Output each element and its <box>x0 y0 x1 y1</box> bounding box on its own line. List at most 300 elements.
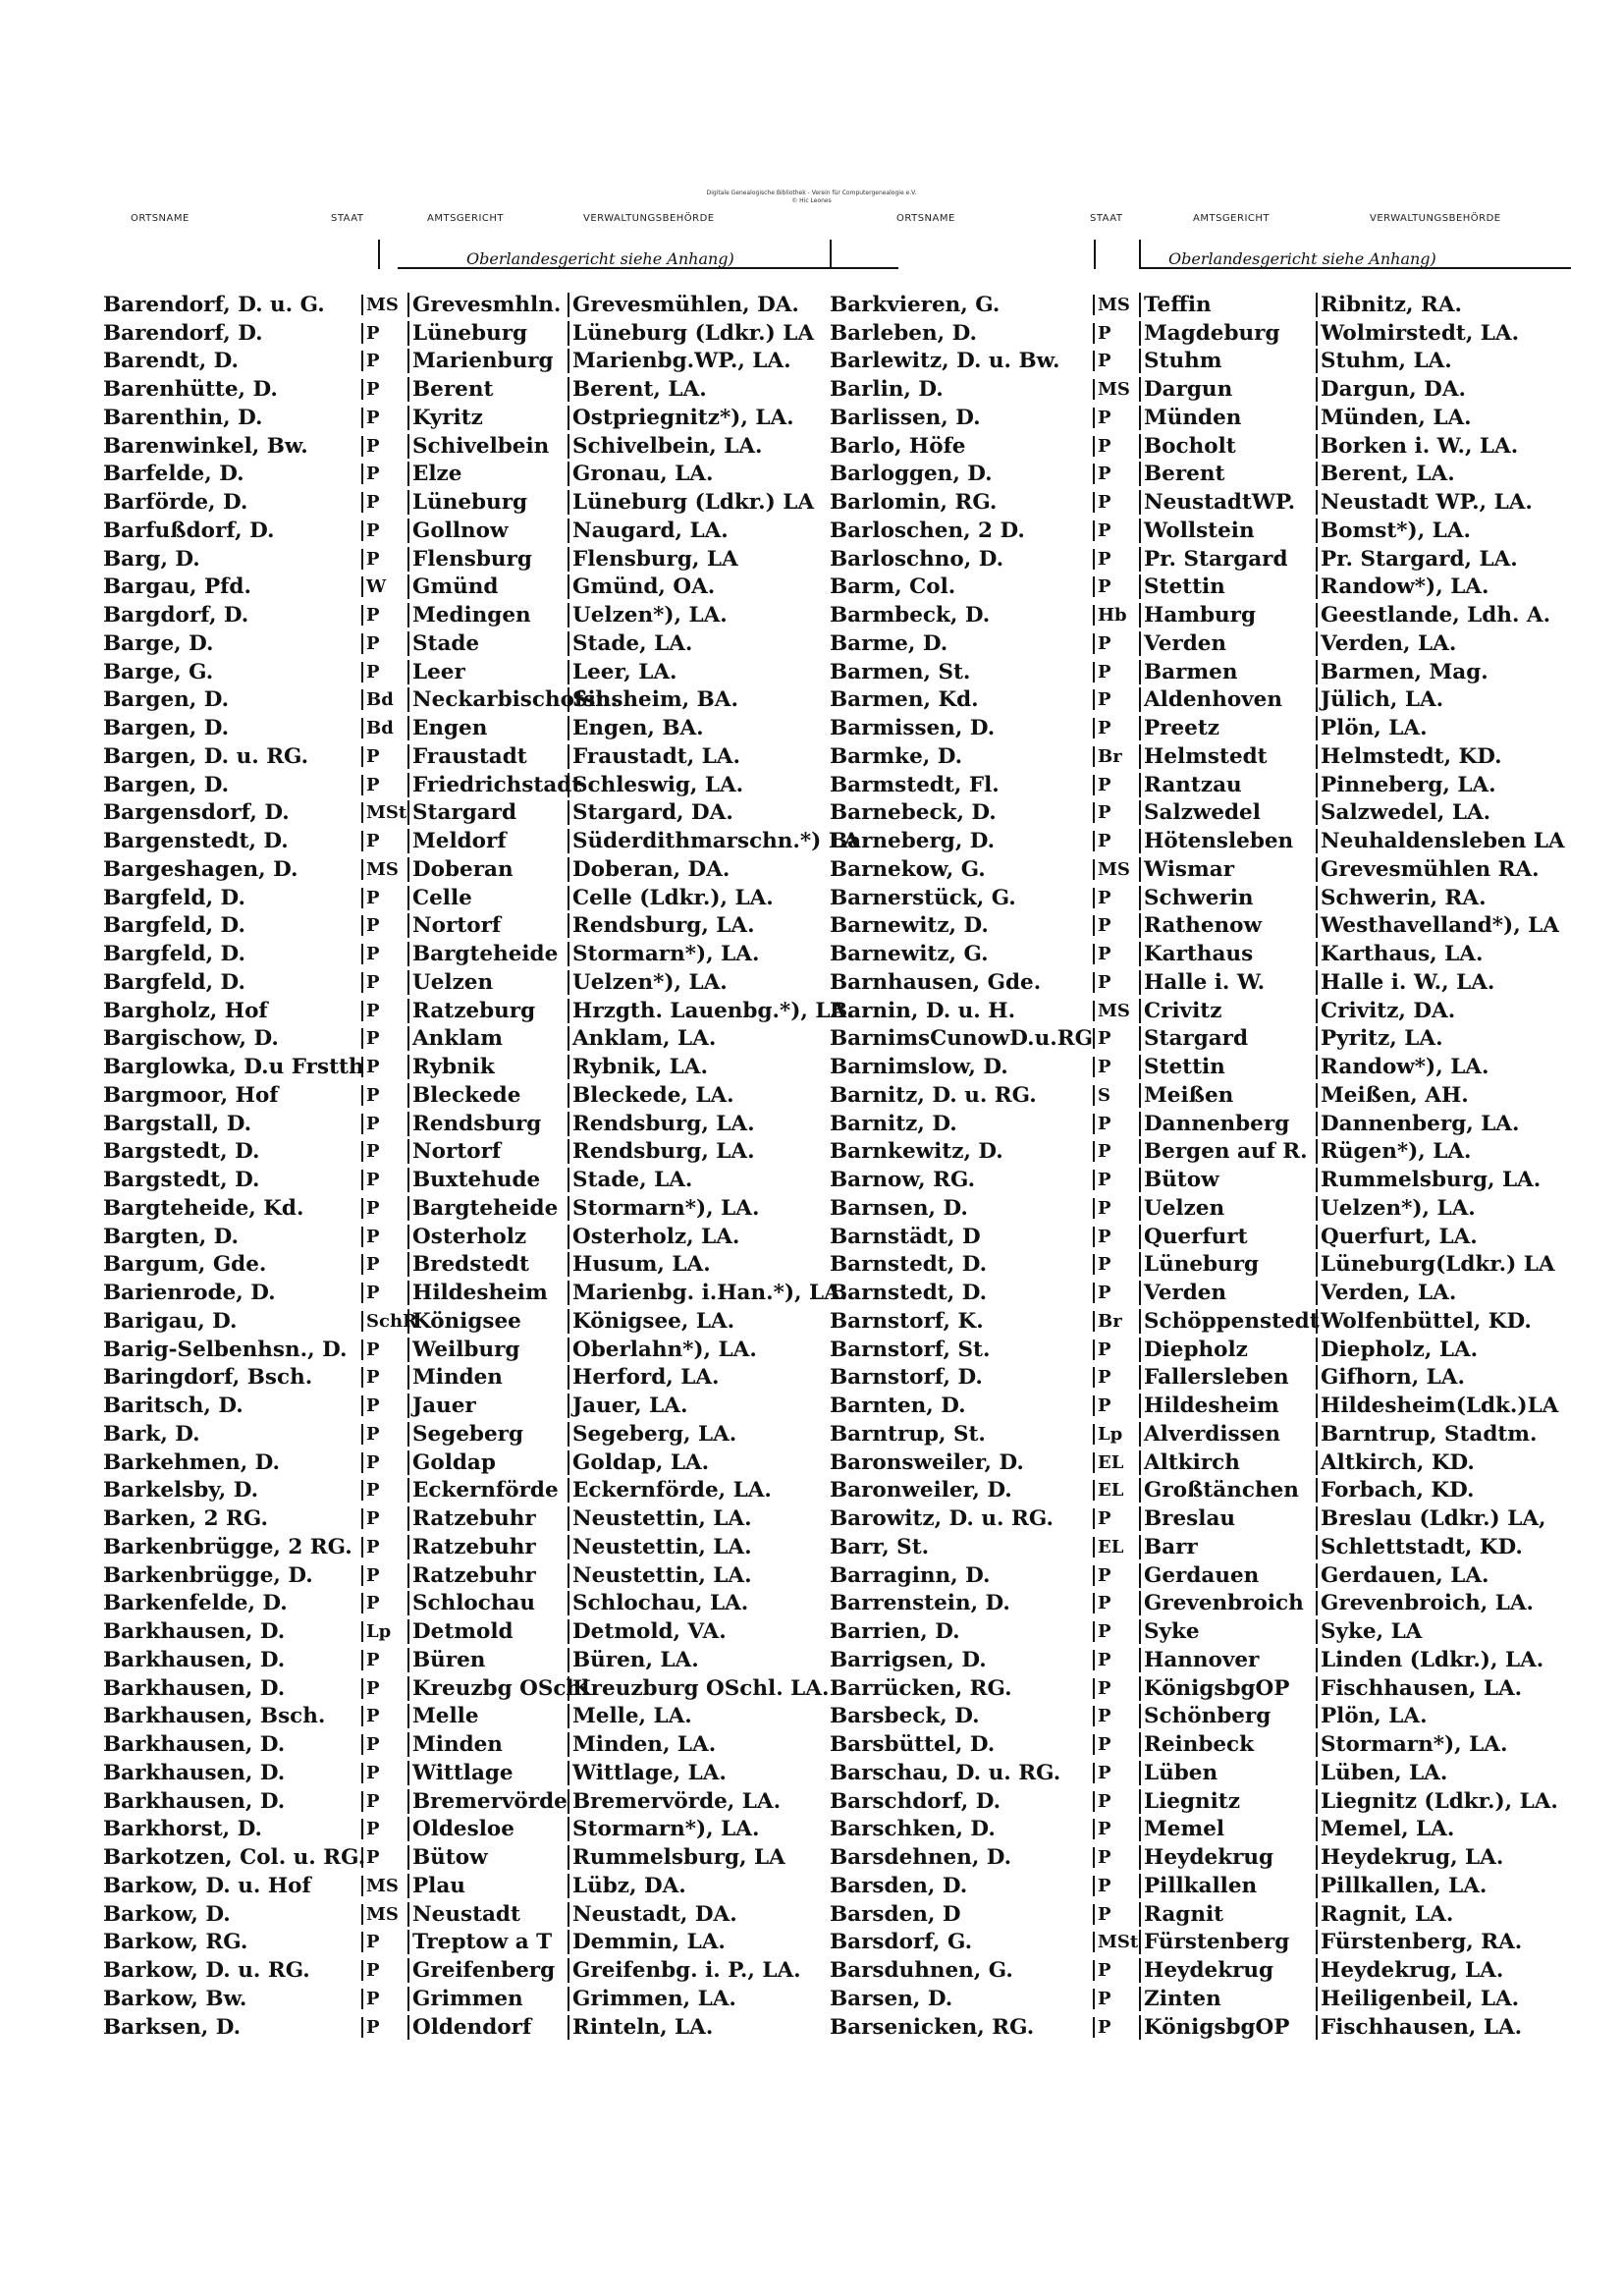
court-cell: Bargteheide <box>407 1196 568 1221</box>
court-cell: Lüneburg <box>407 490 568 515</box>
state-cell: P <box>1093 408 1139 428</box>
admin-cell: Heydekrug, LA. <box>1316 1958 1542 1983</box>
court-cell: Heydekrug <box>1139 1845 1316 1870</box>
court-cell: Bergen auf R. <box>1139 1139 1316 1164</box>
table-row <box>103 1900 793 1929</box>
state-cell: P <box>361 1057 407 1077</box>
admin-cell: Grevesmühlen RA. <box>1316 857 1542 882</box>
place-cell: Barnimslow, D. <box>830 1055 1008 1080</box>
admin-cell: Syke, LA <box>1316 1619 1542 1644</box>
place-cell: Barkow, D. u. RG. <box>103 1958 310 1984</box>
place-cell: Barnstedt, D. <box>830 1281 988 1306</box>
court-cell: Nortorf <box>407 913 568 938</box>
table-row <box>830 855 1542 884</box>
admin-cell: Hrzgth. Lauenbg.*), LA. <box>568 999 793 1023</box>
table-row <box>103 488 815 517</box>
header-rule <box>1094 240 1096 269</box>
admin-cell: Doberan, DA. <box>568 857 793 882</box>
admin-cell: Randow*), LA. <box>1316 574 1542 599</box>
court-cell: Elze <box>407 462 568 486</box>
court-cell: Königsee <box>407 1309 568 1334</box>
court-cell: Schwerin <box>1139 886 1316 910</box>
place-cell: BarnimsCunowD.u.RG <box>830 1026 1094 1052</box>
court-cell: Uelzen <box>407 970 568 995</box>
court-cell: Münden <box>1139 406 1316 430</box>
table-row <box>830 1703 1542 1731</box>
state-cell: P <box>1093 802 1139 823</box>
table-row <box>830 432 1542 461</box>
table-row <box>830 1590 1542 1618</box>
state-cell: MS <box>361 1876 407 1896</box>
court-cell: Bremervörde <box>407 1789 568 1814</box>
place-cell: Barr, St. <box>830 1534 930 1559</box>
place-cell: Barendorf, D. u. G. <box>103 292 325 317</box>
admin-cell: Bleckede, LA. <box>568 1083 793 1108</box>
state-cell: P <box>361 1367 407 1388</box>
court-cell: Bredstedt <box>407 1252 568 1277</box>
table-row <box>830 1420 1542 1449</box>
table-row <box>830 1081 1542 1110</box>
admin-cell: Lübz, DA. <box>568 1874 793 1898</box>
state-cell: P <box>361 436 407 457</box>
court-cell: Karthaus <box>1139 942 1316 966</box>
table-row <box>830 1251 1555 1280</box>
court-cell: Rendsburg <box>407 1112 568 1136</box>
place-cell: Bargmoor, Hof <box>103 1082 279 1108</box>
court-cell: Aldenhoven <box>1139 687 1316 712</box>
table-row <box>830 488 1542 517</box>
state-cell: P <box>1093 1791 1139 1812</box>
court-cell: Neckarbischofsh. <box>407 687 568 712</box>
state-cell: P <box>361 1395 407 1416</box>
place-cell: Bargen, D. <box>103 716 230 741</box>
place-cell: Barigau, D. <box>103 1308 238 1334</box>
court-cell: Ratzebuhr <box>407 1563 568 1588</box>
state-cell: P <box>1093 1367 1139 1388</box>
court-cell: KönigsbgOP <box>1139 1676 1316 1701</box>
place-cell: Barkenbrügge, 2 RG. <box>103 1534 352 1559</box>
court-cell: Stade <box>407 631 568 656</box>
place-cell: Barmke, D. <box>830 743 963 769</box>
state-cell: Lp <box>361 1621 407 1642</box>
state-cell: P <box>361 1339 407 1360</box>
table-row <box>103 1223 793 1251</box>
table-row <box>103 1025 793 1054</box>
court-cell: Memel <box>1139 1817 1316 1841</box>
place-cell: Bargfeld, D. <box>103 885 245 910</box>
court-cell: Liegnitz <box>1139 1789 1316 1814</box>
court-cell: Meldorf <box>407 829 568 853</box>
table-row <box>103 1504 793 1533</box>
table-row <box>830 1223 1542 1251</box>
court-cell: Oldesloe <box>407 1817 568 1841</box>
table-row <box>830 1617 1542 1646</box>
admin-cell: Gronau, LA. <box>568 462 793 486</box>
state-cell: P <box>1093 689 1139 710</box>
state-cell: P <box>361 1424 407 1445</box>
digital-library-credit <box>0 190 1623 205</box>
table-row <box>830 1364 1542 1393</box>
admin-cell: Marienbg. i.Han.*), LA. <box>568 1281 793 1305</box>
place-cell: Barsden, D. <box>830 1873 968 1898</box>
place-cell: Bargum, Gde. <box>103 1252 267 1278</box>
court-cell: Halle i. W. <box>1139 970 1316 995</box>
place-cell: Baritsch, D. <box>103 1394 243 1419</box>
table-row <box>103 461 793 489</box>
state-cell: P <box>361 944 407 964</box>
admin-cell: Wittlage, LA. <box>568 1761 793 1785</box>
place-cell: Baronweiler, D. <box>830 1478 1012 1503</box>
admin-cell: Fraustadt, LA. <box>568 744 793 769</box>
place-cell: Barschdorf, D. <box>830 1788 1001 1814</box>
court-cell: Verden <box>1139 1281 1316 1305</box>
place-cell: Bargdorf, D. <box>103 603 249 629</box>
admin-cell: Pillkallen, LA. <box>1316 1874 1542 1898</box>
state-cell: P <box>1093 1876 1139 1896</box>
table-row <box>830 375 1542 404</box>
court-cell: Eckernförde <box>407 1478 568 1503</box>
table-row <box>103 1166 793 1194</box>
state-cell: P <box>361 1028 407 1049</box>
court-cell: Hildesheim <box>407 1281 568 1305</box>
admin-cell: Neuhaldensleben LA <box>1316 829 1542 853</box>
state-cell: P <box>1093 576 1139 597</box>
admin-cell: Celle (Ldkr.), LA. <box>568 886 793 910</box>
court-cell: Friedrichstadt <box>407 773 568 797</box>
place-cell: Barnkewitz, D. <box>830 1139 1003 1165</box>
court-cell: Ratzebuhr <box>407 1506 568 1531</box>
state-cell: P <box>1093 1339 1139 1360</box>
place-cell: Bargeshagen, D. <box>103 856 298 882</box>
court-cell: Bocholt <box>1139 434 1316 459</box>
table-row <box>103 1956 801 1985</box>
table-row <box>103 574 793 602</box>
table-row <box>103 686 793 715</box>
admin-cell: Münden, LA. <box>1316 406 1542 430</box>
place-cell: Bargenstedt, D. <box>103 829 289 854</box>
state-cell: P <box>1093 1904 1139 1925</box>
admin-cell: Melle, LA. <box>568 1704 793 1728</box>
admin-cell: Berent, LA. <box>1316 462 1542 486</box>
admin-cell: Hildesheim(Ldk.)LA <box>1316 1394 1542 1418</box>
state-cell: Hb <box>1093 605 1139 626</box>
court-cell: Ragnit <box>1139 1902 1316 1927</box>
admin-cell: Gerdauen, LA. <box>1316 1563 1542 1588</box>
table-row <box>103 404 793 432</box>
table-row <box>830 1279 1542 1307</box>
state-cell: W <box>361 576 407 597</box>
table-row <box>830 1392 1559 1420</box>
state-cell: Bd <box>361 689 407 710</box>
table-row <box>830 1166 1542 1194</box>
table-row <box>103 1759 793 1787</box>
admin-cell: Rummelsburg, LA <box>568 1845 793 1870</box>
table-row <box>830 912 1559 941</box>
table-row <box>830 1674 1542 1703</box>
court-cell: NeustadtWP. <box>1139 490 1316 515</box>
court-cell: Altkirch <box>1139 1450 1316 1475</box>
court-cell: Segeberg <box>407 1422 568 1447</box>
place-cell: Bargteheide, Kd. <box>103 1195 304 1221</box>
place-cell: Barkenbrügge, D. <box>103 1562 313 1588</box>
admin-cell: Grimmen, LA. <box>568 1987 793 2011</box>
admin-cell: Ribnitz, RA. <box>1316 293 1542 317</box>
header-ortsname-right: ORTSNAME <box>896 213 955 224</box>
state-cell: MS <box>361 1904 407 1925</box>
credit-line-1: Digitale Genealogische Bibliothek - Verein für Computergenealogie e.V. <box>706 190 917 196</box>
court-cell: Medingen <box>407 603 568 628</box>
place-cell: Barm, Col. <box>830 574 956 600</box>
table-row <box>830 1053 1542 1081</box>
state-cell: P <box>1093 1847 1139 1868</box>
table-row <box>103 2013 793 2042</box>
place-cell: Barnstorf, St. <box>830 1337 991 1362</box>
table-row <box>103 1617 793 1646</box>
state-cell: Br <box>1093 746 1139 767</box>
admin-cell: Liegnitz (Ldkr.), LA. <box>1316 1789 1542 1814</box>
court-cell: Hildesheim <box>1139 1394 1316 1418</box>
admin-cell: Grevesmühlen, DA. <box>568 293 793 317</box>
state-cell: EL <box>1093 1480 1139 1501</box>
state-cell: P <box>361 1085 407 1106</box>
place-cell: Barneberg, D. <box>830 829 996 854</box>
court-cell: Stargard <box>1139 1026 1316 1051</box>
court-cell: Bleckede <box>407 1083 568 1108</box>
admin-cell: Uelzen*), LA. <box>1316 1196 1542 1221</box>
state-cell: P <box>361 1819 407 1839</box>
court-cell: Uelzen <box>1139 1196 1316 1221</box>
admin-cell: Pr. Stargard, LA. <box>1316 547 1542 572</box>
admin-cell: Rinteln, LA. <box>568 2015 793 2040</box>
state-cell: P <box>361 633 407 654</box>
table-row <box>103 1816 793 1844</box>
admin-cell: Schwerin, RA. <box>1316 886 1542 910</box>
court-cell: Grevesmhln. <box>407 293 568 317</box>
place-cell: Barkhausen, D. <box>103 1760 286 1785</box>
place-cell: Barig-Selbenhsn., D. <box>103 1337 348 1362</box>
state-cell: P <box>361 831 407 851</box>
place-cell: Bargen, D. u. RG. <box>103 743 309 769</box>
table-row <box>103 742 793 771</box>
state-cell: P <box>361 1847 407 1868</box>
table-row <box>103 1336 793 1364</box>
admin-cell: Fischhausen, LA. <box>1316 2015 1542 2040</box>
court-cell: Anklam <box>407 1026 568 1051</box>
table-row <box>103 1307 793 1336</box>
admin-cell: Stade, LA. <box>568 1168 793 1192</box>
state-cell: P <box>1093 520 1139 541</box>
table-row <box>830 686 1542 715</box>
admin-cell: Heydekrug, LA. <box>1316 1845 1542 1870</box>
state-cell: MSt <box>1093 1932 1139 1952</box>
place-cell: Barfelde, D. <box>103 462 244 487</box>
court-cell: Magdeburg <box>1139 321 1316 346</box>
state-cell: P <box>361 915 407 936</box>
place-cell: Barsbeck, D. <box>830 1704 980 1729</box>
court-cell: Syke <box>1139 1619 1316 1644</box>
admin-cell: Jülich, LA. <box>1316 687 1542 712</box>
court-cell: Breslau <box>1139 1506 1316 1531</box>
table-row <box>830 940 1542 968</box>
admin-cell: Sinsheim, BA. <box>568 687 793 712</box>
place-cell: Barkhausen, D. <box>103 1619 286 1645</box>
court-cell: Bütow <box>1139 1168 1316 1192</box>
table-row <box>103 601 793 629</box>
state-cell: P <box>361 1480 407 1501</box>
table-row <box>103 1929 793 1957</box>
court-cell: Wismar <box>1139 857 1316 882</box>
state-cell: P <box>361 1283 407 1303</box>
admin-cell: Lüneburg (Ldkr.) LA <box>568 490 793 515</box>
left-column <box>103 291 860 2042</box>
table-row <box>830 1504 1546 1533</box>
state-cell: P <box>361 1565 407 1586</box>
court-cell: Diepholz <box>1139 1338 1316 1362</box>
state-cell: EL <box>1093 1452 1139 1473</box>
state-cell: P <box>1093 1989 1139 2009</box>
table-row <box>830 1872 1542 1900</box>
state-cell: MS <box>1093 379 1139 400</box>
oberlandesgericht-left: Oberlandesgericht siehe Anhang) <box>398 240 898 269</box>
court-cell: Barr <box>1139 1535 1316 1559</box>
admin-cell: Barmen, Mag. <box>1316 660 1542 684</box>
court-cell: Helmstedt <box>1139 744 1316 769</box>
table-row <box>103 884 793 912</box>
oberlandesgericht-right: Oberlandesgericht siehe Anhang) <box>1139 240 1571 269</box>
state-cell: P <box>361 1114 407 1134</box>
table-row <box>103 375 793 404</box>
admin-cell: Verden, LA. <box>1316 631 1542 656</box>
admin-cell: Borken i. W., LA. <box>1316 434 1542 459</box>
table-row <box>830 742 1542 771</box>
table-row <box>103 1843 793 1872</box>
state-cell: P <box>361 408 407 428</box>
state-cell: P <box>361 605 407 626</box>
table-row <box>103 1985 793 2013</box>
state-cell: P <box>361 1763 407 1783</box>
court-cell: Osterholz <box>407 1225 568 1249</box>
admin-cell: Neustettin, LA. <box>568 1535 793 1559</box>
admin-cell: Detmold, VA. <box>568 1619 793 1644</box>
state-cell: MS <box>361 295 407 315</box>
state-cell: MSt <box>361 802 407 823</box>
admin-cell: Schlettstadt, KD. <box>1316 1535 1542 1559</box>
table-row <box>103 291 799 319</box>
admin-cell: Neustettin, LA. <box>568 1563 793 1588</box>
court-cell: Crivitz <box>1139 999 1316 1023</box>
table-row <box>830 714 1542 742</box>
admin-cell: Stormarn*), LA. <box>568 942 793 966</box>
state-cell: P <box>1093 1763 1139 1783</box>
place-cell: Barmbeck, D. <box>830 603 991 629</box>
state-cell: P <box>361 492 407 513</box>
table-row <box>830 1759 1542 1787</box>
admin-cell: Rummelsburg, LA. <box>1316 1168 1542 1192</box>
place-cell: Barsdorf, G. <box>830 1930 973 1955</box>
table-row <box>830 1449 1542 1477</box>
admin-cell: Osterholz, LA. <box>568 1225 793 1249</box>
place-cell: Barkenfelde, D. <box>103 1591 288 1616</box>
place-cell: Barksen, D. <box>103 2014 242 2040</box>
place-cell: Bargholz, Hof <box>103 998 268 1023</box>
admin-cell: Schlochau, LA. <box>568 1591 793 1615</box>
admin-cell: Helmstedt, KD. <box>1316 744 1542 769</box>
place-cell: Barkelsby, D. <box>103 1478 259 1503</box>
table-row <box>830 319 1542 348</box>
admin-cell: Breslau (Ldkr.) LA, <box>1316 1506 1542 1531</box>
state-cell: Bd <box>361 718 407 738</box>
state-cell: P <box>1093 323 1139 344</box>
admin-cell: Halle i. W., LA. <box>1316 970 1542 995</box>
admin-cell: Wolfenbüttel, KD. <box>1316 1309 1542 1334</box>
court-cell: Schönberg <box>1139 1704 1316 1728</box>
table-row <box>103 714 793 742</box>
table-row <box>830 997 1542 1025</box>
court-cell: Stettin <box>1139 1055 1316 1079</box>
admin-cell: Heiligenbeil, LA. <box>1316 1987 1542 2011</box>
state-cell: P <box>361 1706 407 1726</box>
state-cell: P <box>1093 1283 1139 1303</box>
admin-cell: Diepholz, LA. <box>1316 1338 1542 1362</box>
admin-cell: Querfurt, LA. <box>1316 1225 1542 1249</box>
state-cell: P <box>1093 1227 1139 1247</box>
court-cell: Weilburg <box>407 1338 568 1362</box>
state-cell: P <box>1093 2017 1139 2038</box>
state-cell: P <box>361 1254 407 1275</box>
place-cell: Barkhausen, Bsch. <box>103 1704 326 1729</box>
state-cell: P <box>1093 1593 1139 1613</box>
place-cell: Barnitz, D. u. RG. <box>830 1082 1037 1108</box>
state-cell: Br <box>1093 1311 1139 1332</box>
admin-cell: Rybnik, LA. <box>568 1055 793 1079</box>
place-cell: Barkhausen, D. <box>103 1732 286 1758</box>
court-cell: Goldap <box>407 1450 568 1475</box>
place-cell: Barge, D. <box>103 630 214 656</box>
place-cell: Barendt, D. <box>103 349 240 374</box>
court-cell: Gmünd <box>407 574 568 599</box>
state-cell: P <box>361 464 407 484</box>
state-cell: P <box>1093 549 1139 570</box>
court-cell: Neustadt <box>407 1902 568 1927</box>
table-row <box>103 1477 793 1505</box>
table-row <box>103 1138 793 1167</box>
admin-cell: Demmin, LA. <box>568 1930 793 1954</box>
court-cell: Kyritz <box>407 406 568 430</box>
table-row <box>830 517 1542 545</box>
table-row <box>830 291 1542 319</box>
court-cell: Engen <box>407 716 568 740</box>
admin-cell: Gmünd, OA. <box>568 574 793 599</box>
state-cell: EL <box>1093 1537 1139 1558</box>
table-row <box>103 827 860 855</box>
table-row <box>830 827 1565 855</box>
place-cell: Barlin, D. <box>830 377 944 403</box>
header-amtsgericht-right: AMTSGERICHT <box>1193 213 1270 224</box>
court-cell: Plau <box>407 1874 568 1898</box>
admin-cell: Crivitz, DA. <box>1316 999 1542 1023</box>
table-row <box>830 629 1542 658</box>
header-rule <box>830 240 832 269</box>
table-row <box>103 799 793 828</box>
court-cell: Lüben <box>1139 1761 1316 1785</box>
state-cell: P <box>1093 831 1139 851</box>
table-row <box>830 461 1542 489</box>
table-row <box>103 771 793 799</box>
court-cell: Großtänchen <box>1139 1478 1316 1503</box>
place-cell: Bargau, Pfd. <box>103 574 251 600</box>
admin-cell: Pinneberg, LA. <box>1316 773 1542 797</box>
header-staat-left: STAAT <box>331 213 364 224</box>
